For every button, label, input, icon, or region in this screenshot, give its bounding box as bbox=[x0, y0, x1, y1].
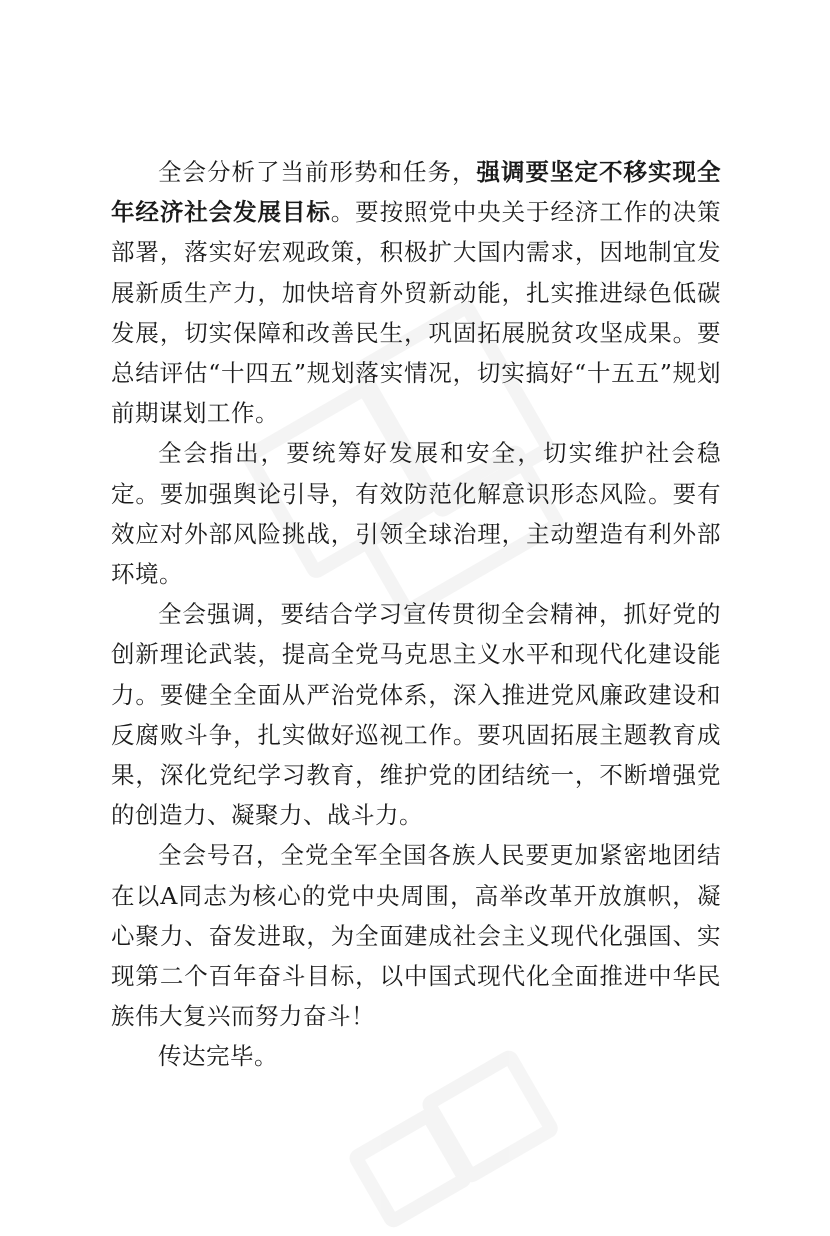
paragraph-1-text-a: 全会分析了当前形势和任务， bbox=[158, 158, 477, 186]
paragraph-3 bbox=[111, 594, 721, 835]
paragraph-1-emphasis: 强调要坚定不移实现全年经济社会发展目标 bbox=[111, 158, 721, 227]
paragraph-3-text: 全会强调，要结合学习宣传贯彻全会精神，抓好党的创新理论武装，提高全党马克思主义水平和现代化建设能力。要健全全面从严治党体系，深入推进党风廉政建设和反腐败斗争，扎实做好巡视工作。要巩固拓展主题教育成果，深化党纪学习教育，维护党的团结统一，不断增强党的创造力、凝聚力、战斗力。 bbox=[111, 600, 721, 830]
paragraph-2 bbox=[111, 433, 721, 594]
paragraph-5-text: 传达完毕。 bbox=[158, 1042, 278, 1071]
paragraph-4-text: 全会号召，全党全军全国各族人民要更加紧密地团结在以A同志为核心的党中央周围，高举改革开放旗帜，凝心聚力、奋发进取，为全面建成社会主义现代化强国、实现第二个百年奋斗目标，以中国式现代化全面推进中华民族伟大复兴而努力奋斗！ bbox=[111, 841, 721, 1031]
paragraph-1 bbox=[111, 152, 721, 433]
paragraph-1-text-b: 。要按照党中央关于经济工作的决策部署，落实好宏观政策，积极扩大国内需求，因地制宜发展新质生产力，加快培育外贸新动能，扎实推进绿色低碳发展，切实保障和改善民生，巩固拓展脱贫攻坚成果。要总结评估“十四五”规划落实情况，切实搞好“十五五”规划前期谋划工作。 bbox=[111, 198, 721, 428]
body-text bbox=[111, 152, 721, 1077]
paragraph-2-text: 全会指出，要统筹好发展和安全，切实维护社会稳定。要加强舆论引导，有效防范化解意识形态风险。要有效应对外部风险挑战，引领全球治理，主动塑造有利外部环境。 bbox=[111, 439, 721, 589]
paragraph-5 bbox=[111, 1036, 721, 1076]
paragraph-4 bbox=[111, 835, 721, 1036]
